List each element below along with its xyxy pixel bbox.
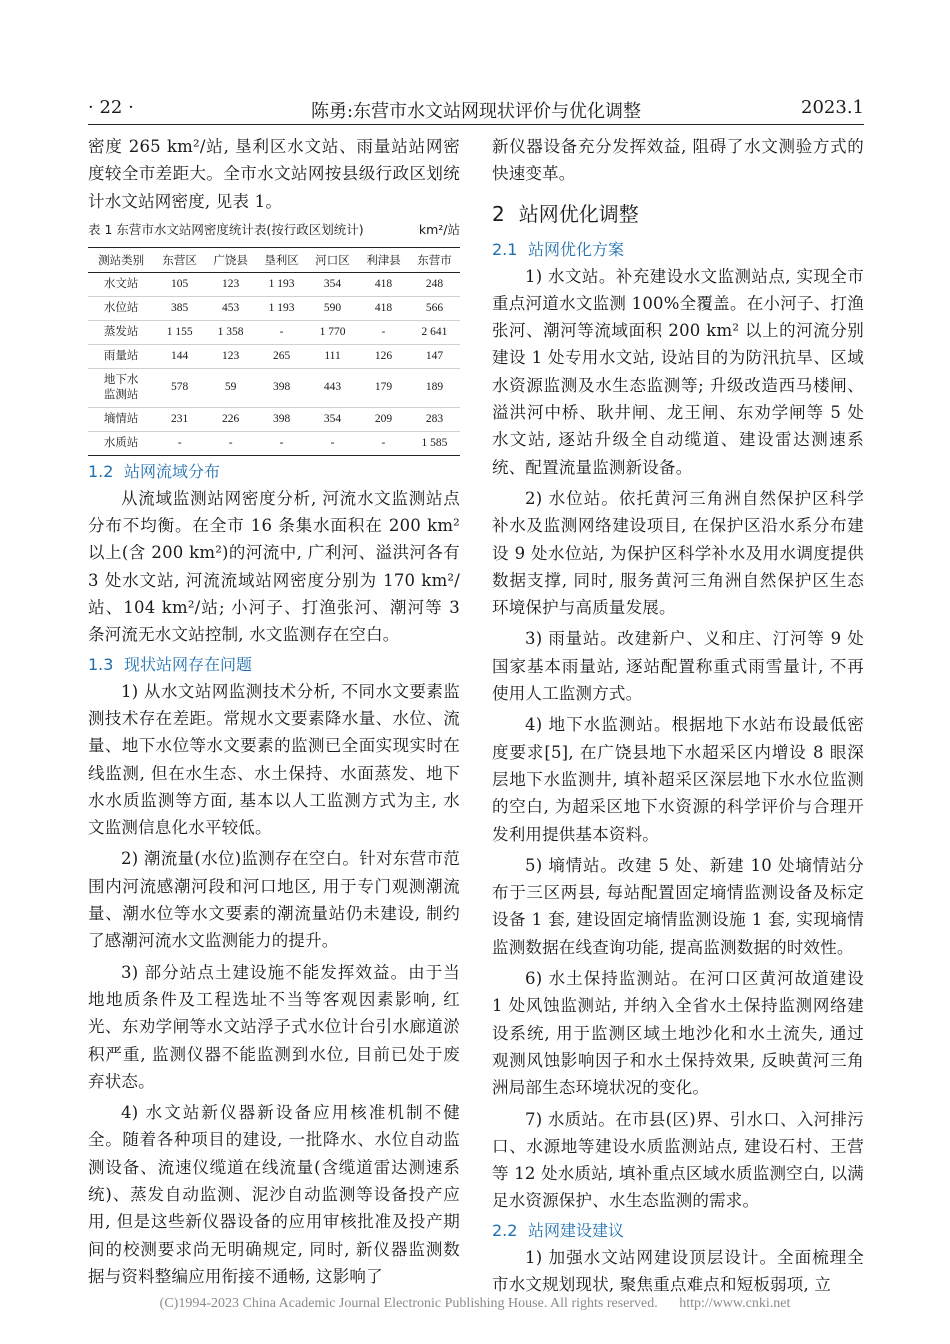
table-cell: 179: [358, 368, 409, 407]
page-number: · 22 ·: [88, 97, 134, 118]
table-cell: 209: [358, 407, 409, 431]
section-number: 2.1: [492, 239, 518, 259]
table-row: [88, 272, 460, 296]
issue-date: 2023.1: [801, 97, 864, 118]
table-header-cell: 利津县: [358, 247, 409, 272]
paragraph: 4) 水文站新仪器新设备应用核准机制不健全。随着各种项目的建设, 一批降水、水位自动监测设备、流速仪缆道在线流量(含缆道雷达测速系统)、蒸发自动监测、泥沙自动监测等设备投产应用, 但是这些新仪器设备的应用审核批准及投产期间的校测要求尚无明确规定, 同时, 新仪器监测数据与资料整编应用衔接不通畅, 这影响了: [88, 1103, 460, 1286]
table-cell: 385: [154, 296, 205, 320]
table-cell: 566: [409, 296, 460, 320]
copyright-text: (C)1994-2023 China Academic Journal Electronic Publishing House. All rights reserved.: [159, 1296, 658, 1311]
table-cell: -: [256, 320, 307, 344]
paragraph: 1) 水文站。补充建设水文监测站点, 实现全市重点河道水文监测 100%全覆盖。在小河子、打渔张河、潮河等流域面积 200 km² 以上的河流分别建设 1 处专用水文站, 设站目的为防汛抗旱、区域水资源监测及水生态监测等; 升级改造西马楼闸、溢洪河中桥、耿井闸、龙王闸、东劝学闸等 5 处水文站, 逐站升级全自动缆道、建设雷达测速系统、配置流量监测新设备。: [492, 266, 864, 477]
left-column: [88, 133, 460, 1290]
table-row: [88, 296, 460, 320]
table-header-cell: 东营区: [154, 247, 205, 272]
table-cell: 147: [409, 344, 460, 368]
paragraph: 1) 从水文站网监测技术分析, 不同水文要素监测技术存在差距。常规水文要素降水量、水位、流量、地下水位等水文要素的监测已全面实现实时在线监测, 但在水生态、水土保持、水面蒸发、地下水水质监测等方面, 基本以人工监测方式为主, 水文监测信息化水平较低。: [88, 681, 460, 838]
table-cell: -: [228, 436, 233, 449]
paragraph: 1) 加强水文站网建设顶层设计。全面梳理全市水文规划现状, 聚焦重点难点和短板弱项, 立: [492, 1247, 864, 1294]
table-cell: 265: [256, 344, 307, 368]
section-title: 现状站网存在问题: [124, 654, 253, 674]
table-header-cell: 东营市: [409, 247, 460, 272]
paragraph: 5) 墒情站。改建 5 处、新建 10 处墒情站分布于三区两县, 每站配置固定墒情监测设备及标定设备 1 套, 建设固定墒情监测设施 1 套, 实现墒情监测数据在线查询功能, 提高监测数据的时效性。: [492, 855, 864, 957]
table-cell: 231: [154, 407, 205, 431]
section-title: 站网优化调整: [518, 201, 639, 226]
paragraph: 6) 水土保持监测站。在河口区黄河故道建设 1 处风蚀监测站, 并纳入全省水土保持监测网络建设系统, 用于监测区域土地沙化和水土流失, 通过观测风蚀影响因子和水土保持效果, 反映黄河三角洲局部生态环境状况的变化。: [492, 969, 864, 1098]
section-1-3-heading: [88, 651, 460, 678]
table-cell: 248: [409, 272, 460, 296]
table-row-label: 蒸发站: [88, 320, 154, 344]
paragraph: 2) 潮流量(水位)监测存在空白。针对东营市范围内河流感潮河段和河口地区, 用于专门观测潮流量、潮水位等水文要素的潮流量站仍未建设, 制约了感潮河流水文监测能力的提升。: [88, 849, 460, 951]
table-cell: 1 155: [154, 320, 205, 344]
cnki-url: http://www.cnki.net: [679, 1296, 791, 1311]
table-cell: 111: [307, 344, 358, 368]
table-row-label: 墒情站: [88, 407, 154, 431]
paragraph: 2) 水位站。依托黄河三角洲自然保护区科学补水及监测网络建设项目, 在保护区沿水系分布建设 9 处水位站, 为保护区科学补水及用水调度提供数据支撑, 同时, 服务黄河三角洲自然保护区生态环境保护与高质量发展。: [492, 488, 864, 618]
table-cell: 2 641: [409, 320, 460, 344]
paragraph: 3) 部分站点土建设施不能发挥效益。由于当地地质条件及工程选址不当等客观因素影响, 红光、东劝学闸等水文站浮子式水位计台引水廊道淤积严重, 监测仪器不能监测到水位, 目前已处于废弃状态。: [88, 962, 460, 1091]
table-header-row: [88, 247, 460, 272]
table-cell: 1 770: [307, 320, 358, 344]
section-number: 1.2: [88, 461, 114, 481]
table-cell: -: [279, 436, 284, 449]
table-cell: 123: [205, 344, 256, 368]
table-row: [88, 368, 460, 407]
section-2-1-heading: [492, 236, 864, 263]
section-title: 站网建设建议: [528, 1220, 625, 1240]
section-2-2-heading: [492, 1217, 864, 1244]
table-cell: 398: [256, 407, 307, 431]
table-row-label: 雨量站: [88, 344, 154, 368]
table-cell: 105: [154, 272, 205, 296]
table-row-label: 水质站: [103, 436, 139, 449]
table-cell: 418: [358, 296, 409, 320]
table-cell: 126: [358, 344, 409, 368]
paragraph: 7) 水质站。在市县(区)界、引水口、入河排污口、水源地等建设水质监测站点, 建设石村、王营等 12 处水质站, 填补重点区域水质监测空白, 以满足水资源保护、水生态监测的需求。: [492, 1109, 864, 1211]
table-header-cell: 广饶县: [205, 247, 256, 272]
table-row: [88, 320, 460, 344]
table-cell: 1 585: [421, 436, 448, 449]
table-cell: 1 193: [256, 272, 307, 296]
paragraph: 3) 雨量站。改建新户、义和庄、汀河等 9 处国家基本雨量站, 逐站配置称重式雨雪量计, 不再使用人工监测方式。: [492, 629, 864, 704]
table-cell: 226: [205, 407, 256, 431]
running-header: [88, 94, 864, 125]
table-row-label: 水位站: [88, 296, 154, 320]
section-number: 1.3: [88, 654, 114, 674]
table-cell: -: [358, 320, 409, 344]
table-cell: 418: [358, 272, 409, 296]
table-header-cell: 河口区: [307, 247, 358, 272]
table-cell: 283: [409, 407, 460, 431]
section-2-heading: [492, 198, 864, 230]
right-column: [492, 133, 864, 1298]
intro-paragraph: 密度 265 km²/站, 垦利区水文站、雨量站站网密度较全市差距大。全市水文站网按县级行政区划统计水文站网密度, 见表 1。: [88, 137, 460, 211]
copyright-footer: [0, 1296, 950, 1312]
section-number: 2.2: [492, 1220, 518, 1240]
table-cell: 398: [256, 368, 307, 407]
section-1-2-heading: [88, 458, 460, 485]
table-row: [88, 344, 460, 368]
table-cell: 1 358: [205, 320, 256, 344]
table-cell: 1 193: [256, 296, 307, 320]
table-cell: 590: [307, 296, 358, 320]
table-title: 表 1 东营市水文站网密度统计表(按行政区划统计): [88, 221, 364, 237]
table-body: [88, 272, 460, 455]
table-cell: 578: [154, 368, 205, 407]
table-cell: 354: [307, 407, 358, 431]
table-header-cell: 垦利区: [256, 247, 307, 272]
running-title: 陈勇:东营市水文站网现状评价与优化调整: [310, 101, 642, 122]
section-title: 站网流域分布: [124, 461, 221, 481]
table-unit: km²/站: [418, 221, 460, 237]
section-title: 站网优化方案: [528, 239, 625, 259]
table-row-label: 水文站: [88, 272, 154, 296]
paragraph: 从流域监测站网密度分析, 河流水文监测站点分布不均衡。在全市 16 条集水面积在 200 km² 以上(含 200 km²)的河流中, 广利河、溢洪河各有 3 处水文站, 河流流域站网密度分别为 170 km²/站、104 km²/站; 小河子、打渔张河、潮河等 3 条河流无水文站控制, 水文监测存在空白。: [88, 488, 460, 645]
table-row: [88, 407, 460, 431]
table-cell: 59: [205, 368, 256, 407]
table-caption: [88, 219, 460, 241]
paragraph: 4) 地下水监测站。根据地下水站布设最低密度要求[5], 在广饶县地下水超采区内增设 8 眼深层地下水监测井, 填补超采区深层地下水水位监测的空白, 为超采区地下水资源的科学评价与合理开发利用提供基本资料。: [492, 715, 864, 844]
table-cell: 189: [409, 368, 460, 407]
section-number: 2: [492, 201, 505, 226]
table-cell: 453: [205, 296, 256, 320]
table-cell: 354: [307, 272, 358, 296]
table-cell: -: [381, 436, 386, 449]
density-table: [88, 247, 460, 456]
continued-paragraph: 新仪器设备充分发挥效益, 阻碍了水文测验方式的快速变革。: [492, 137, 864, 184]
table-cell: -: [330, 436, 335, 449]
table-cell: 123: [205, 272, 256, 296]
table-cell: 144: [154, 344, 205, 368]
table-cell: -: [177, 436, 182, 449]
table-row: [88, 431, 460, 455]
table-cell: 443: [307, 368, 358, 407]
table-header-cell: 测站类别: [88, 247, 154, 272]
table-row-label: 地下水 监测站: [88, 368, 154, 407]
